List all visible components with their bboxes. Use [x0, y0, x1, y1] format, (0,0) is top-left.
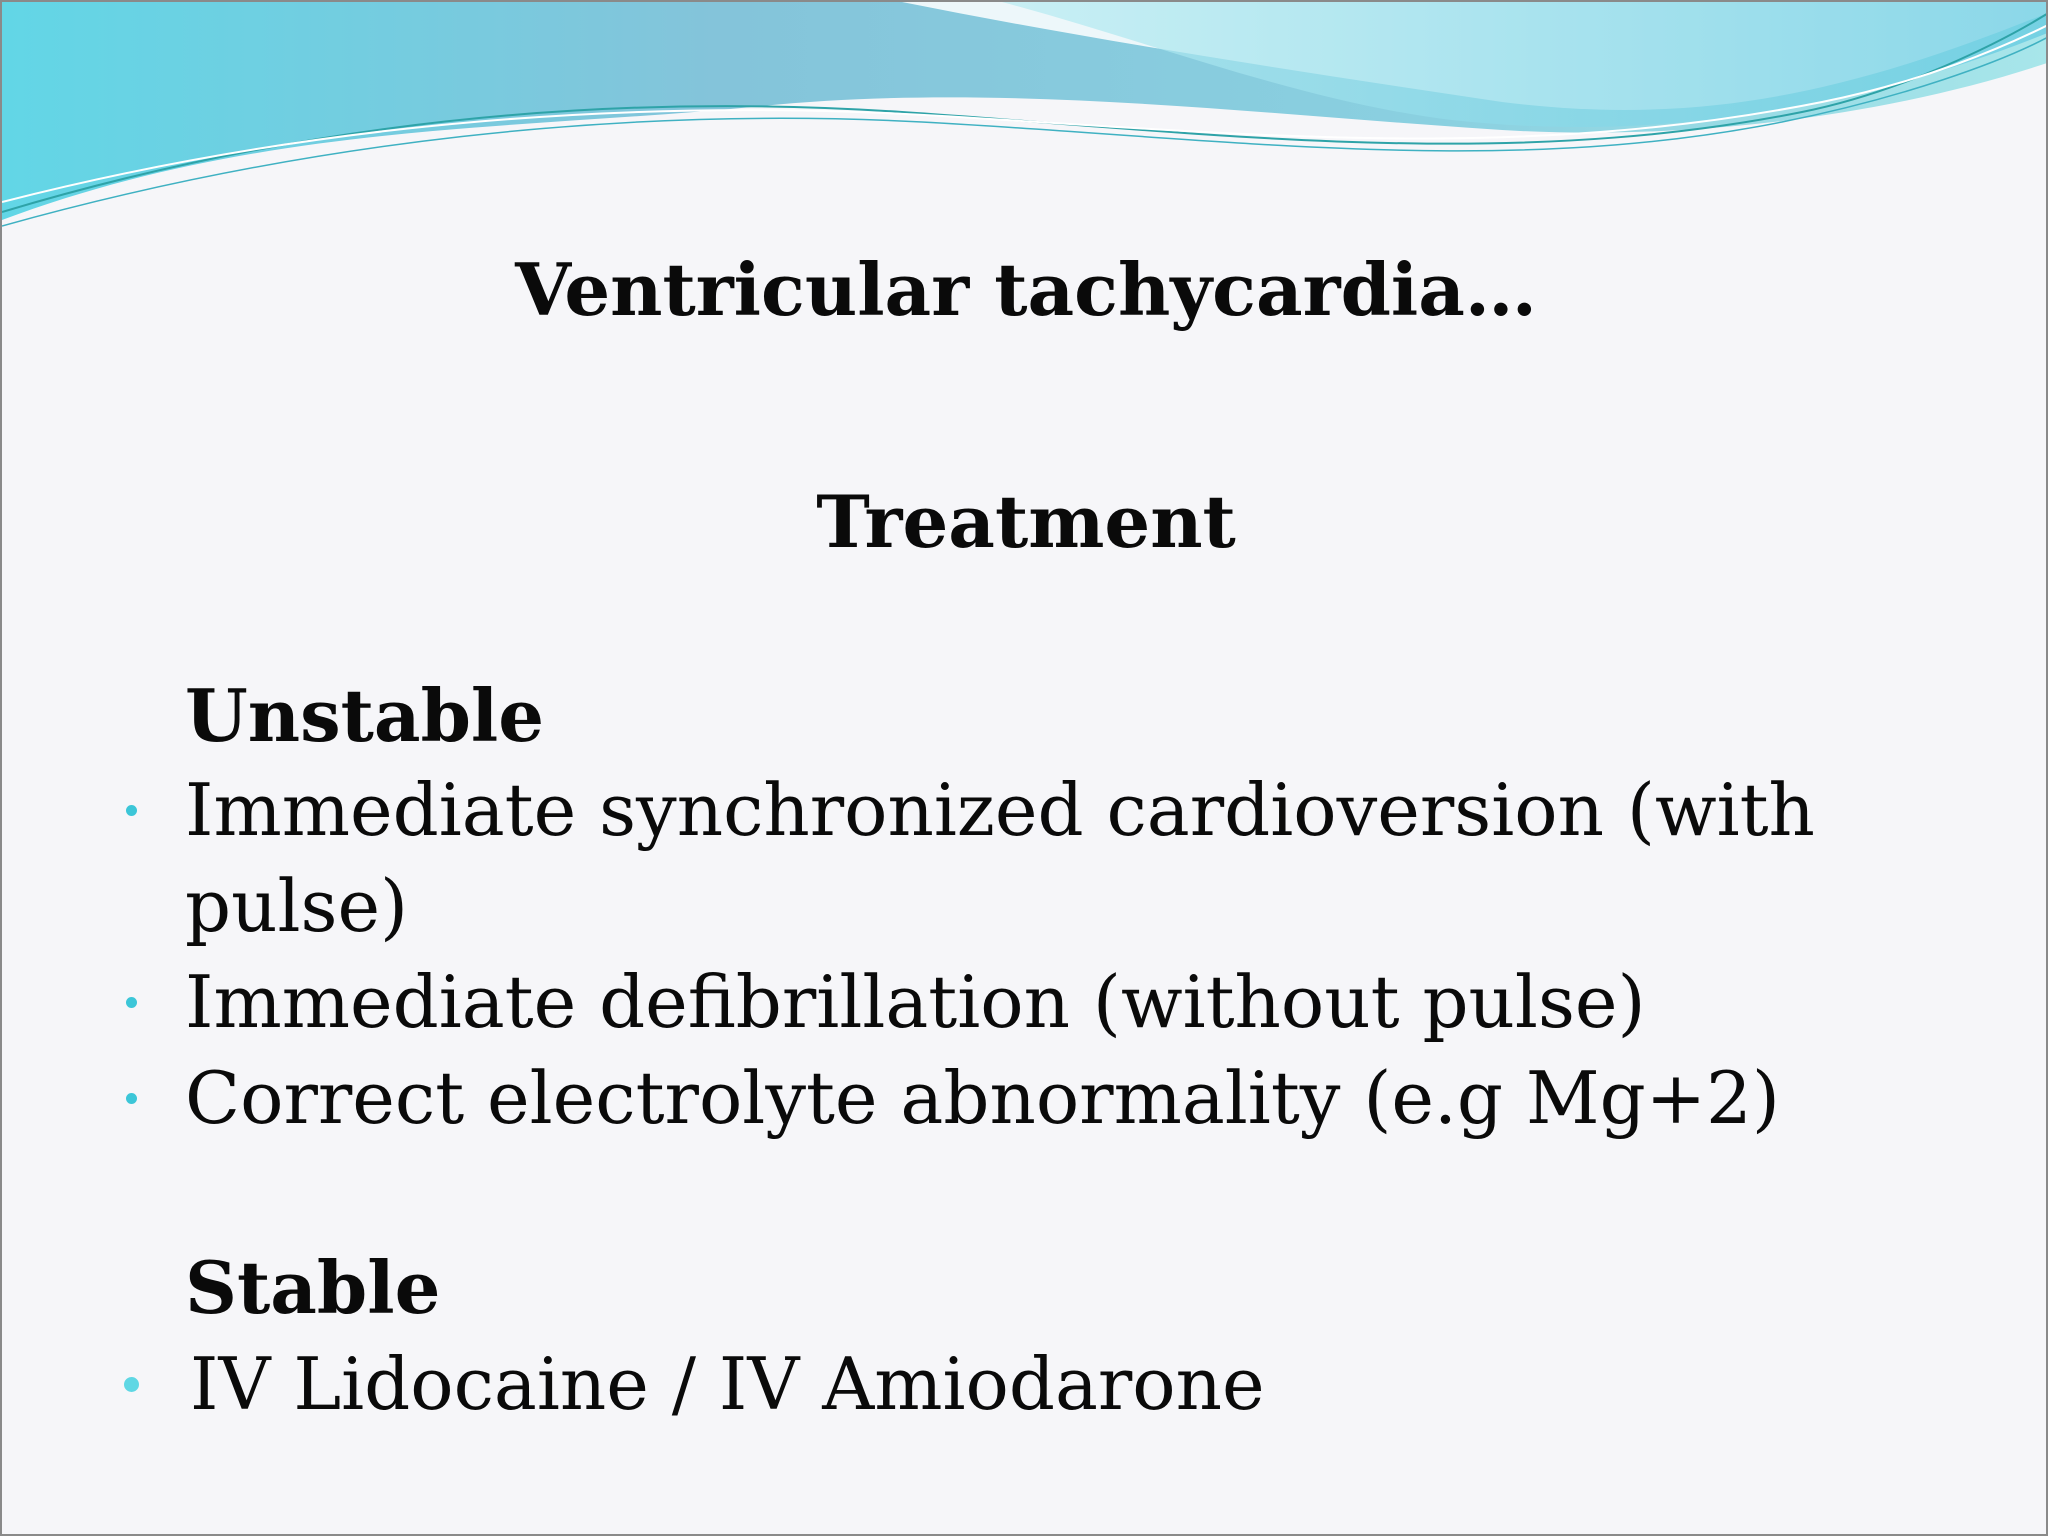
list-item	[112, 1336, 1870, 1432]
list-item	[112, 1050, 1865, 1146]
stable-list	[112, 1336, 1912, 1432]
slide-subtitle: Treatment	[816, 479, 1236, 564]
header-wave-decoration	[2, 2, 2048, 242]
bullet-dot-icon	[126, 805, 137, 816]
list-item-text: Immediate defibrillation (without pulse)	[185, 960, 1646, 1044]
bullet-dot-icon	[124, 1377, 139, 1392]
bullet-dot-icon	[126, 1093, 137, 1104]
list-item-text: Correct electrolyte abnormality (e.g Mg+2)	[185, 1056, 1780, 1140]
list-item-text: IV Lidocaine / IV Amiodarone	[190, 1342, 1265, 1426]
slide-title: Ventricular tachycardia…	[515, 247, 1537, 332]
list-item	[112, 762, 1865, 954]
unstable-list	[112, 762, 1912, 1146]
stable-heading: Stable	[185, 1245, 441, 1330]
list-item-text: Immediate synchronized cardioversion (with pulse)	[185, 768, 1815, 948]
list-item	[112, 954, 1865, 1050]
unstable-heading: Unstable	[185, 673, 545, 758]
bullet-dot-icon	[126, 997, 137, 1008]
